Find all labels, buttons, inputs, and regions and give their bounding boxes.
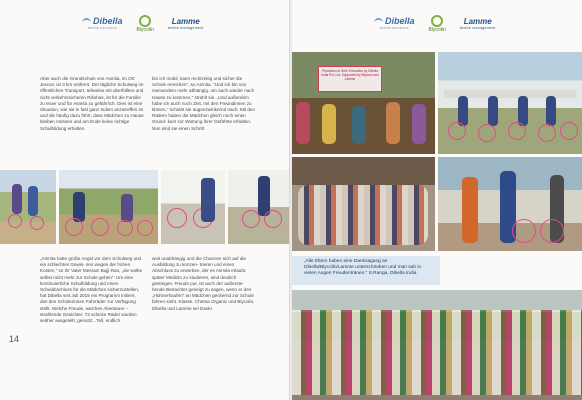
ceremony-banner: Promotion of Girls' Education by Dibella India Pvt. Ltd. Supported by Blycolin and Lamme (318, 66, 382, 92)
lamme-logo: Lamme textile management (167, 17, 204, 30)
blycolin-logo-right: Blycolin (429, 15, 446, 34)
lamme-logo-right: Lamme textile management (459, 17, 496, 30)
logo-bar-right (374, 10, 496, 38)
text-column-1-bottom: „Asmita hatte große Angst vor dem Schulweg und ein schlechtes Gewis- sen wegen der hohen Kosten," so ihr Vater Mesram Bujji Rao, „sie wollte selbst nicht mehr zur Schule gehen". Um eine kontinuierliche Schulbildung und einen Schulabschluss für die Mädchen sicherzustellen, hat Dibella seit Juli 2015 ein Programm initiiert, das den Schülerinnen Fahrräder zur Verfügung stellt. Welche Freude, welches Abenteuer – strahlende Gesichter. 73 schicke Räder wurden seither ausgeteilt, genutzt...Tell, endlich (40, 256, 143, 324)
dibella-logo: Dibella textile solutions (82, 17, 123, 31)
dibella-wave-icon (82, 18, 91, 25)
text-column-2-top: bin ich mobil, kann rechtzeitig und sicher die Schule erreichen", so Asmita. "Und ich bin von niemandem mehr abhängig, um auch wieder nach Hause zu kommen," strahlt sie. „Und außerdem habe ich auch noch Zeit, mit den Freundinnen zu klönen," schiebt sie augenzwinkernd nach. Mit den Rädern haben die Mädchen gleich noch einen Grund- kurs zur Wartung ihrer Gefährte erhalten. Nun sind sie einen Schritt (152, 76, 256, 131)
photo-caption: „Alle Eltern haben eine Danksagung an Dibella/Blycolin/Lamme unterschrieben und man sah in vielen Augen Freudentränen." S.Ranga, Dibella India (292, 256, 440, 285)
dibella-logo-right: Dibella textile solutions (374, 17, 415, 31)
photo-crowd-audience (292, 157, 435, 251)
blycolin-circle-icon (139, 15, 151, 27)
photo-girl-standing-bike (161, 170, 224, 244)
right-page (292, 0, 582, 400)
photo-ceremony-banner (292, 52, 435, 154)
photo-girl-with-bike-2 (228, 170, 290, 244)
left-page (0, 0, 290, 400)
blycolin-circle-icon (431, 15, 443, 27)
photo-girls-with-bikes-1 (0, 170, 56, 244)
photo-girl-riding-bike (59, 170, 158, 244)
photo-row-girls-bikes (0, 170, 290, 244)
photo-girl-with-pink-bike (438, 157, 582, 251)
page-number: 14 (9, 334, 20, 344)
text-column-2-bottom: weit unabhängig und die Chancen sich auf die Ausbildung zu konzen- trieren und einen Abschluss zu erwerben, der es Asmita erlaubt, später Medizin zu studieren, sind deutlich gestiegen. Freude pur, ist auch der außerste- hende Betrachter geneigt zu sagen, wenn er den „Hühnerhaufen" an Mädchen geckernd zur Schule fahren sieht. Klasse, Chetna Organic und Blycolin, Dibella und Lamme sei Dank! (152, 256, 255, 311)
photo-group-event (292, 290, 582, 400)
text-column-1-top: Aber auch die Grundschule von Asmita, im Ort Jenoor, ist 3 km entfernt. Der tägliche Schulweg im öffentlichen Transport, teilweise mit überfüllten und nicht verkehrssicheren Rikshas, ist für die Familie zu teuer und für Asmita zu gefährlich. Dies ist eine Situation, wie sie in fast ganz Indien anzutreffen ist und die häufig dazu führt, dass Mädchen zu Hause bleiben müssen und am Ende keine richtige Schulbildung erhalten. (40, 76, 144, 131)
blycolin-logo: Blycolin (137, 15, 154, 34)
dibella-wave-icon (374, 18, 383, 25)
photo-girls-lineup-bikes (438, 52, 582, 154)
logo-bar (82, 10, 204, 38)
